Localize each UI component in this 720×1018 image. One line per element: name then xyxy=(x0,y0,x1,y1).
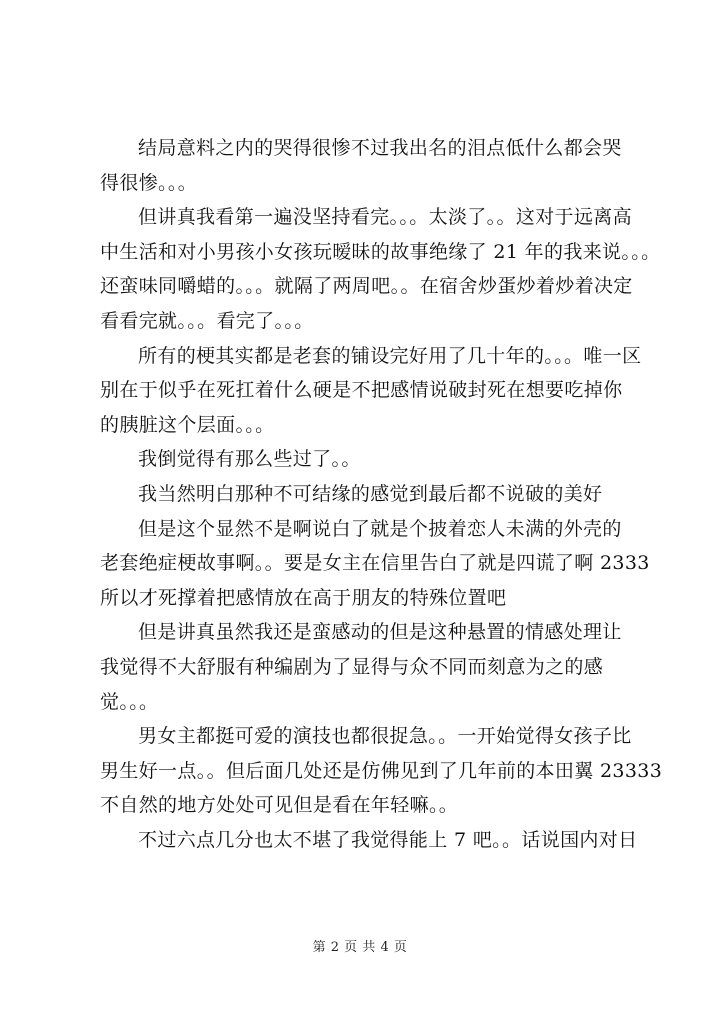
text-line: 还蛮味同嚼蜡的。。。就隔了两周吧。。在宿舍炒蛋炒着炒着决定 xyxy=(100,275,633,298)
text-line: 中生活和对小男孩小女孩玩暧昧的故事绝缘了 21 年的我来说。。。 xyxy=(100,240,661,263)
text-line: 所以才死撑着把感情放在高于朋友的特殊位置吧 xyxy=(100,586,507,609)
text-line: 不自然的地方处处可见但是看在年轻嘛。。 xyxy=(100,794,459,817)
text-line: 我倒觉得有那么些过了。。 xyxy=(138,448,361,471)
text-line: 男女主都挺可爱的演技也都很捉急。。一开始觉得女孩子比 xyxy=(138,725,632,748)
text-line: 男生好一点。。但后面几处还是仿佛见到了几年前的本田翼 23333 xyxy=(100,759,663,782)
text-line: 不过六点几分也太不堪了我觉得能上 7 吧。。话说国内对日 xyxy=(138,828,638,851)
text-line: 但讲真我看第一遍没坚持看完。。。太淡了。。这对于远离高 xyxy=(138,206,632,229)
text-line: 但是这个显然不是啊说白了就是个披着恋人未满的外壳的 xyxy=(138,517,622,540)
text-line: 我觉得不大舒服有种编剧为了显得与众不同而刻意为之的感 xyxy=(100,655,604,678)
text-line: 的胰脏这个层面。。。 xyxy=(100,413,275,436)
text-line: 结局意料之内的哭得很惨不过我出名的泪点低什么都会哭 xyxy=(138,137,622,159)
text-line: 但是讲真虽然我还是蛮感动的但是这种悬置的情感处理让 xyxy=(138,621,622,644)
text-line: 所有的梗其实都是老套的铺设完好用了几十年的。。。唯一区 xyxy=(138,344,642,367)
body-text xyxy=(100,131,663,857)
page-number-footer: 第 2 页 共 4 页 xyxy=(312,940,408,955)
text-line: 别在于似乎在死扛着什么硬是不把感情说破封死在想要吃掉你 xyxy=(100,379,623,402)
text-line: 我当然明白那种不可结缘的感觉到最后都不说破的美好 xyxy=(138,482,603,505)
text-line: 看看完就。。。看完了。。。 xyxy=(100,309,314,332)
text-line: 觉。。。 xyxy=(100,690,159,713)
text-line: 得很惨。。。 xyxy=(100,171,198,194)
text-line: 老套绝症梗故事啊。。要是女主在信里告白了就是四谎了啊 2333 xyxy=(100,552,650,575)
